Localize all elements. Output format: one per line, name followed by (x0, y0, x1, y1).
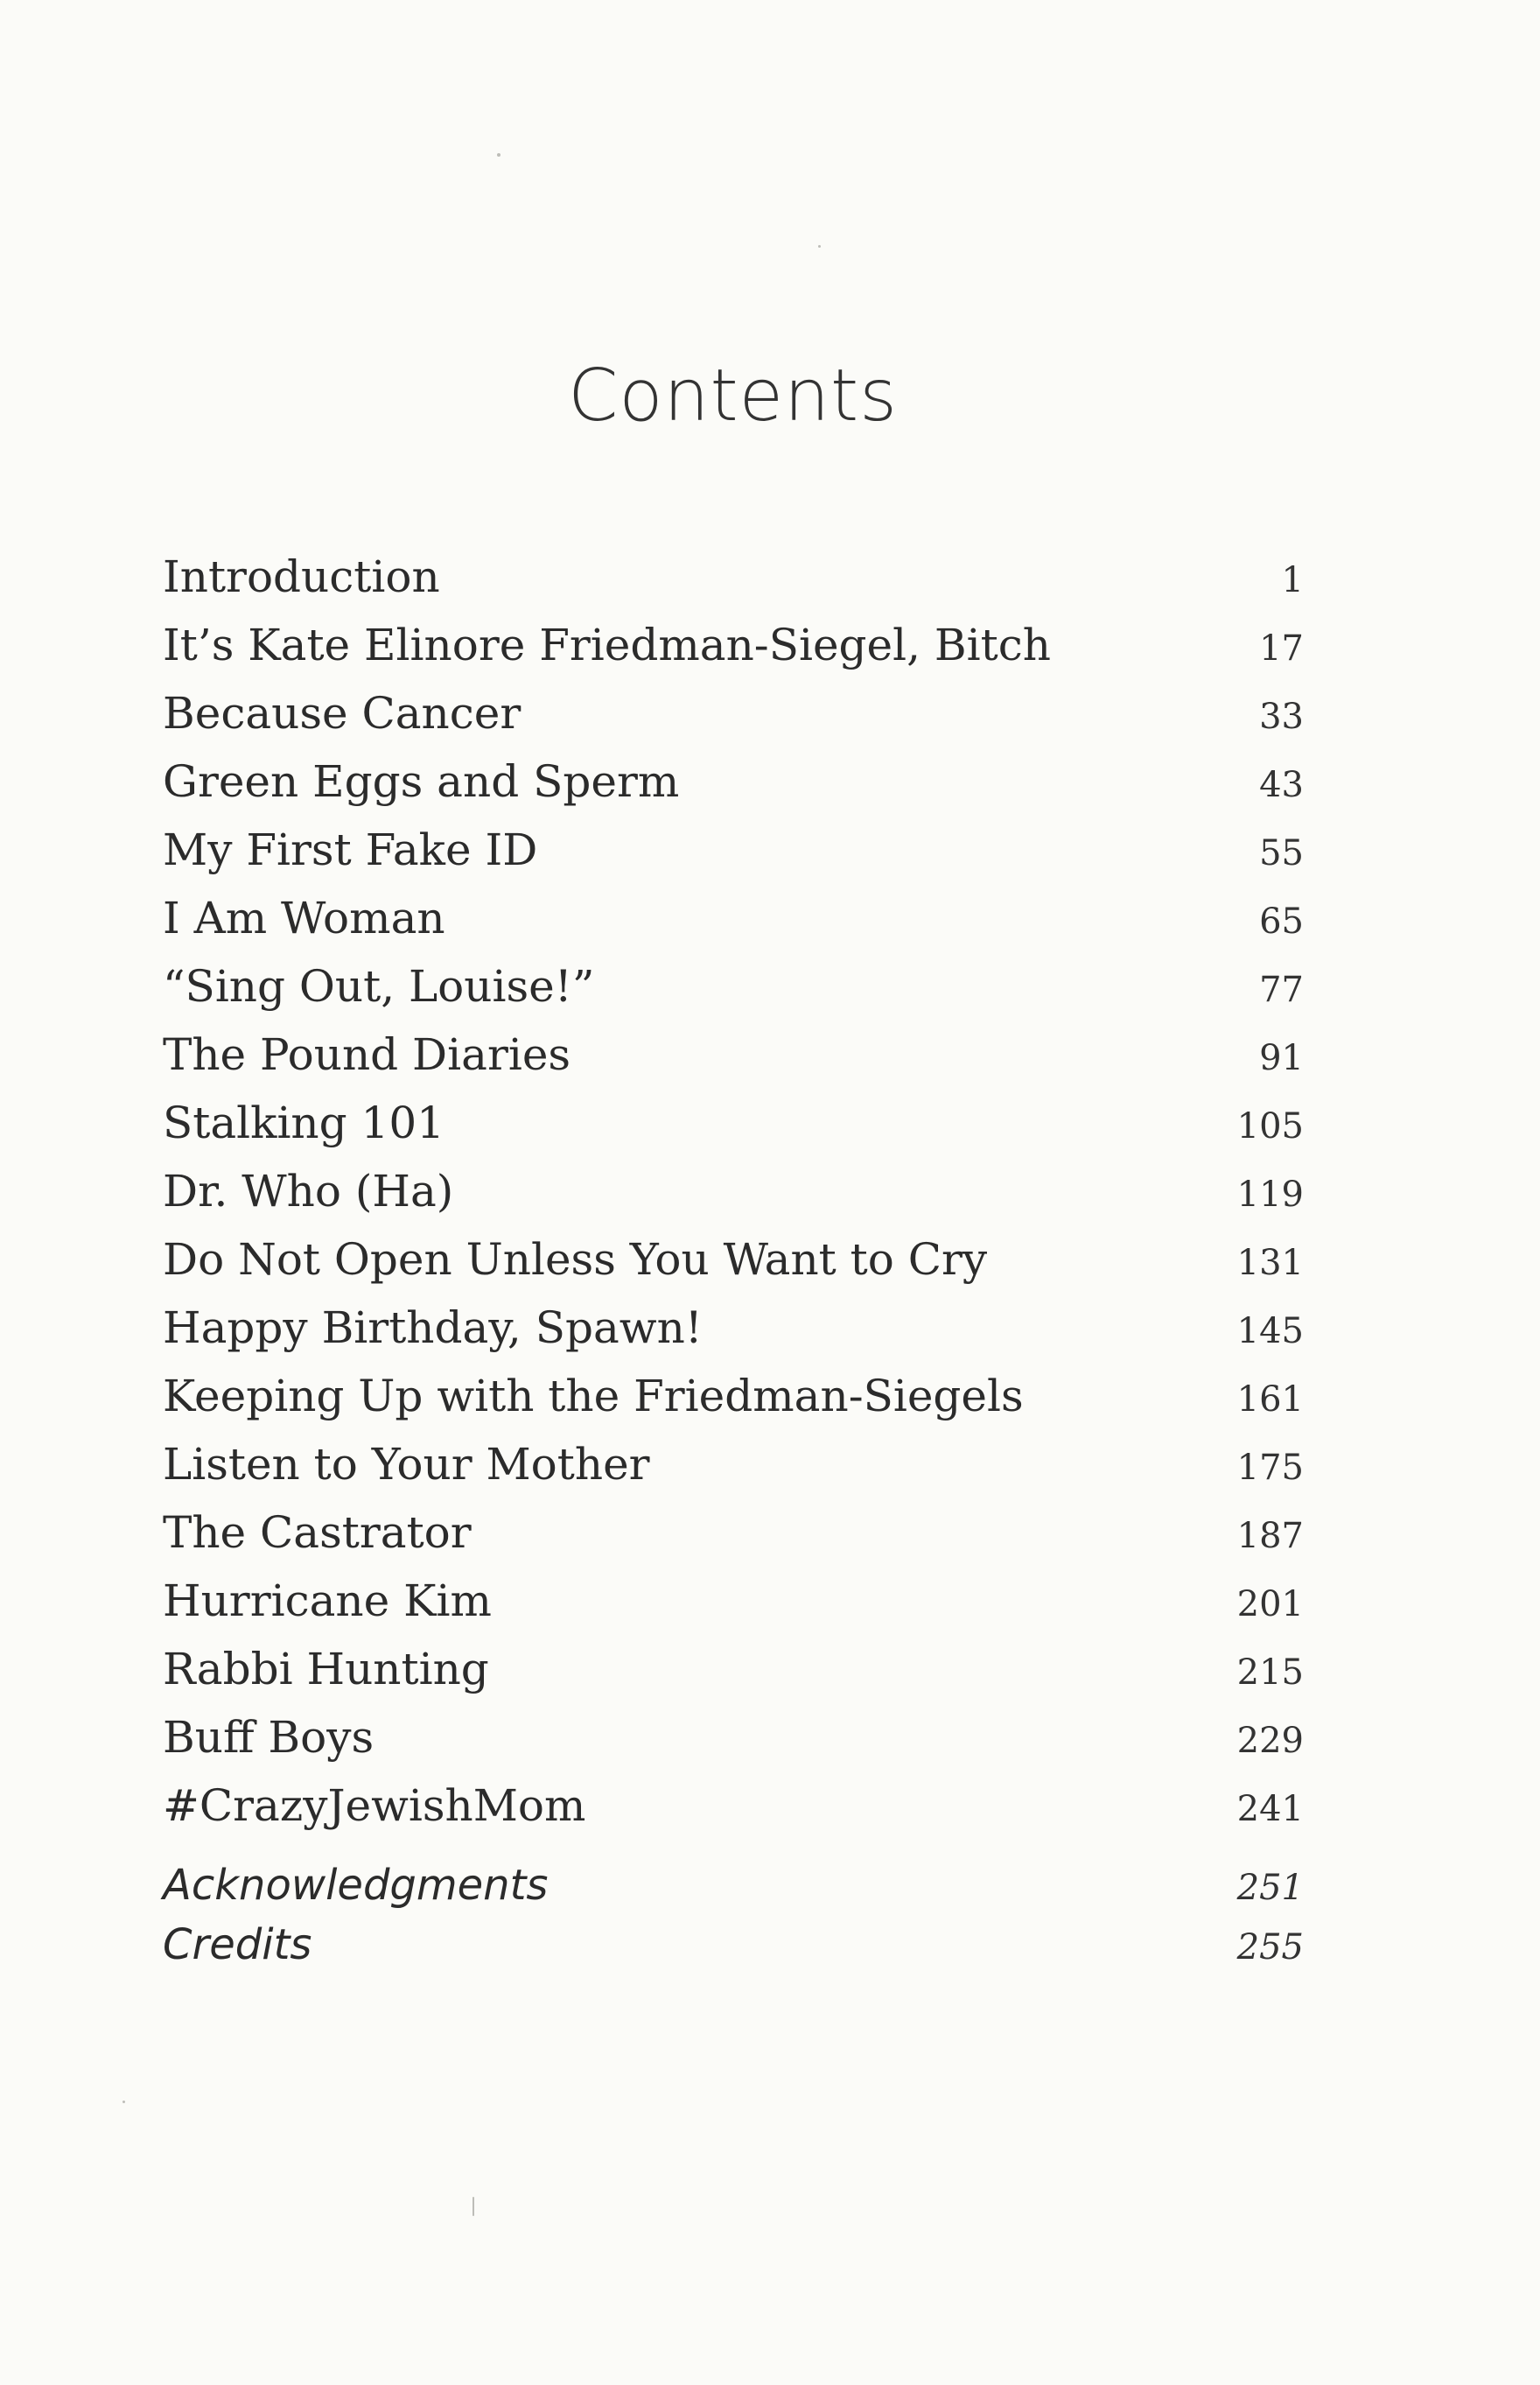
paper-speck (122, 2101, 125, 2103)
toc-entry-title: Introduction (163, 551, 440, 602)
back-matter-entry (163, 1915, 1304, 1975)
toc-entry (163, 747, 1304, 816)
toc-entry-page: 215 (1236, 1652, 1304, 1693)
toc-entry (163, 1157, 1304, 1225)
toc-entry-page: 65 (1259, 901, 1304, 942)
toc-entry-page: 201 (1236, 1584, 1304, 1624)
toc-entry (163, 1635, 1304, 1703)
toc-entry (163, 1703, 1304, 1771)
toc-entry (163, 1021, 1304, 1089)
toc-entry-page: 55 (1259, 833, 1304, 873)
toc-entry (163, 952, 1304, 1021)
toc-entry-page: 187 (1236, 1516, 1304, 1556)
toc-entry-title: “Sing Out, Louise!” (163, 961, 595, 1012)
back-matter-page: 255 (1236, 1927, 1304, 1968)
toc-entry-title: Rabbi Hunting (163, 1644, 489, 1694)
toc-entry-page: 119 (1236, 1175, 1304, 1215)
toc-entry-title: Happy Birthday, Spawn! (163, 1302, 703, 1353)
paper-speck (818, 245, 821, 248)
toc-entry-title: Buff Boys (163, 1712, 374, 1763)
toc-entry-title: #CrazyJewishMom (163, 1780, 586, 1831)
paper-speck (497, 153, 500, 157)
toc-entry-title: The Pound Diaries (163, 1029, 571, 1080)
toc-entry-page: 229 (1236, 1721, 1304, 1761)
toc-entry-page: 175 (1236, 1448, 1304, 1488)
toc-entry (163, 1498, 1304, 1567)
toc-entry-page: 1 (1281, 560, 1304, 600)
toc-entry-title: Because Cancer (163, 688, 522, 739)
toc-entry-title: Listen to Your Mother (163, 1439, 650, 1490)
toc-entry (163, 611, 1304, 679)
toc-entry (163, 679, 1304, 747)
toc-entry-page: 161 (1236, 1379, 1304, 1420)
back-matter-entry (163, 1855, 1304, 1915)
toc-entry (163, 543, 1304, 611)
toc-entry-title: Hurricane Kim (163, 1575, 492, 1626)
toc-entry-title: It’s Kate Elinore Friedman-Siegel, Bitch (163, 620, 1051, 670)
toc-entry-title: Green Eggs and Sperm (163, 756, 680, 807)
toc-entry (163, 1567, 1304, 1635)
paper-speck (472, 2197, 474, 2216)
toc-entry-page: 43 (1259, 765, 1304, 805)
back-matter-list (163, 1855, 1304, 1975)
toc-entry-page: 17 (1259, 628, 1304, 669)
toc-entry (163, 816, 1304, 884)
toc-entry (163, 884, 1304, 952)
back-matter-page: 251 (1236, 1868, 1304, 1908)
toc-entry-title: I Am Woman (163, 893, 445, 943)
toc-entry (163, 1089, 1304, 1157)
toc-entry (163, 1225, 1304, 1294)
page-title: Contents (568, 354, 898, 438)
toc-entry (163, 1294, 1304, 1362)
toc-entry-title: Do Not Open Unless You Want to Cry (163, 1234, 988, 1285)
toc-entry-title: Dr. Who (Ha) (163, 1166, 454, 1217)
toc-entry (163, 1771, 1304, 1840)
toc-entry-page: 105 (1236, 1106, 1304, 1147)
toc-entry (163, 1362, 1304, 1430)
toc-entry-page: 77 (1259, 970, 1304, 1010)
toc-entry-page: 33 (1259, 697, 1304, 737)
back-matter-title: Credits (163, 1920, 312, 1969)
toc-entry-page: 241 (1236, 1789, 1304, 1829)
toc-entry-page: 131 (1236, 1243, 1304, 1283)
toc-entry-title: Keeping Up with the Friedman-Siegels (163, 1371, 1024, 1421)
toc-entry-title: My First Fake ID (163, 824, 538, 875)
toc-entry-page: 91 (1259, 1038, 1304, 1078)
back-matter-title: Acknowledgments (163, 1861, 549, 1910)
toc-entry-page: 145 (1236, 1311, 1304, 1351)
toc-entry-title: Stalking 101 (163, 1098, 444, 1148)
toc-entry (163, 1430, 1304, 1498)
toc-list (163, 543, 1304, 1840)
toc-entry-title: The Castrator (163, 1507, 472, 1558)
